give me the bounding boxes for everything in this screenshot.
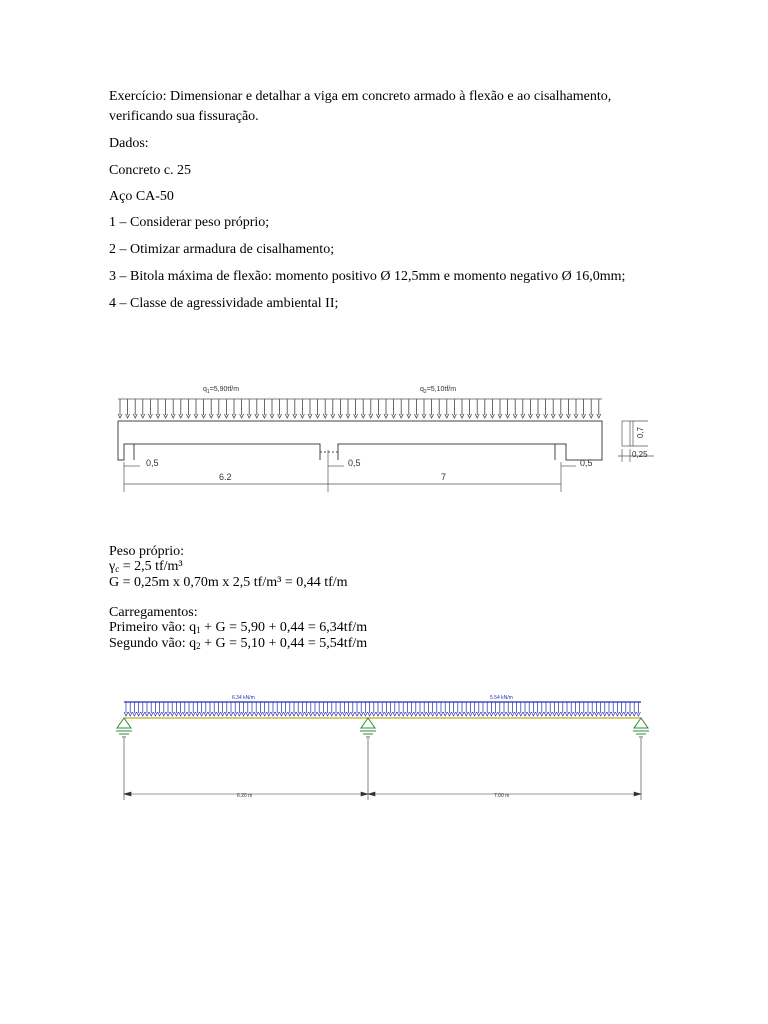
support-width-right: 0,5	[580, 458, 593, 468]
support-width-mid: 0,5	[348, 458, 361, 468]
support-left	[117, 718, 131, 728]
requirement-3: 3 – Bitola máxima de flexão: momento positivo Ø 12,5mm e momento negativo Ø 16,0mm;	[109, 269, 626, 284]
section-width: 0,25	[632, 450, 648, 459]
section-height: 0,7	[636, 426, 645, 438]
support-width-left: 0,5	[146, 458, 159, 468]
requirement-4: 4 – Classe de agressividade ambiental II;	[109, 296, 339, 311]
model-load2-label: 5.54 kN/m	[490, 695, 513, 701]
first-span-load: Primeiro vão: q1 + G = 5,90 + 0,44 = 6,34tf/m	[109, 620, 368, 635]
self-weight-formula: G = 0,25m x 0,70m x 2,5 tf/m³ = 0,44 tf/m	[109, 575, 348, 590]
steel-class: Aço CA-50	[109, 189, 174, 204]
second-span-load: Segundo vão: q2 + G = 5,10 + 0,44 = 5,54tf/m	[109, 636, 368, 651]
support-middle	[361, 718, 375, 728]
model-load-arrows	[124, 702, 640, 716]
q1-label: $q_1=5,90tf/m$	[203, 386, 240, 395]
loads-heading: Carregamentos:	[109, 605, 198, 620]
requirement-2: 2 – Otimizar armadura de cisalhamento;	[109, 242, 335, 257]
concrete-class: Concreto c. 25	[109, 163, 192, 178]
pin-supports	[116, 718, 649, 737]
exercise-statement-line2: verificando sua fissuração.	[109, 109, 259, 124]
support-right	[634, 718, 648, 728]
exercise-statement-line1: Exercício: Dimensionar e detalhar a viga em concreto armado à flexão e ao cisalhamento,	[109, 89, 612, 104]
requirement-1: 1 – Considerar peso próprio;	[109, 215, 270, 230]
model-span2-label: 7.00 m	[494, 793, 510, 799]
span2-length: 7	[441, 472, 447, 482]
span1-length: 6.2	[219, 472, 232, 482]
model-span1-label: 6.20 m	[237, 793, 253, 799]
q2-label: $q_2=5,10tf/m$	[420, 386, 457, 395]
self-weight-heading: Peso próprio:	[109, 544, 185, 559]
dados-heading: Dados:	[109, 136, 149, 151]
model-load1-label: 6.34 kN/m	[232, 695, 255, 701]
concrete-unit-weight: γc = 2,5 tf/m³	[109, 559, 183, 574]
model-dimension-lines	[124, 738, 641, 800]
